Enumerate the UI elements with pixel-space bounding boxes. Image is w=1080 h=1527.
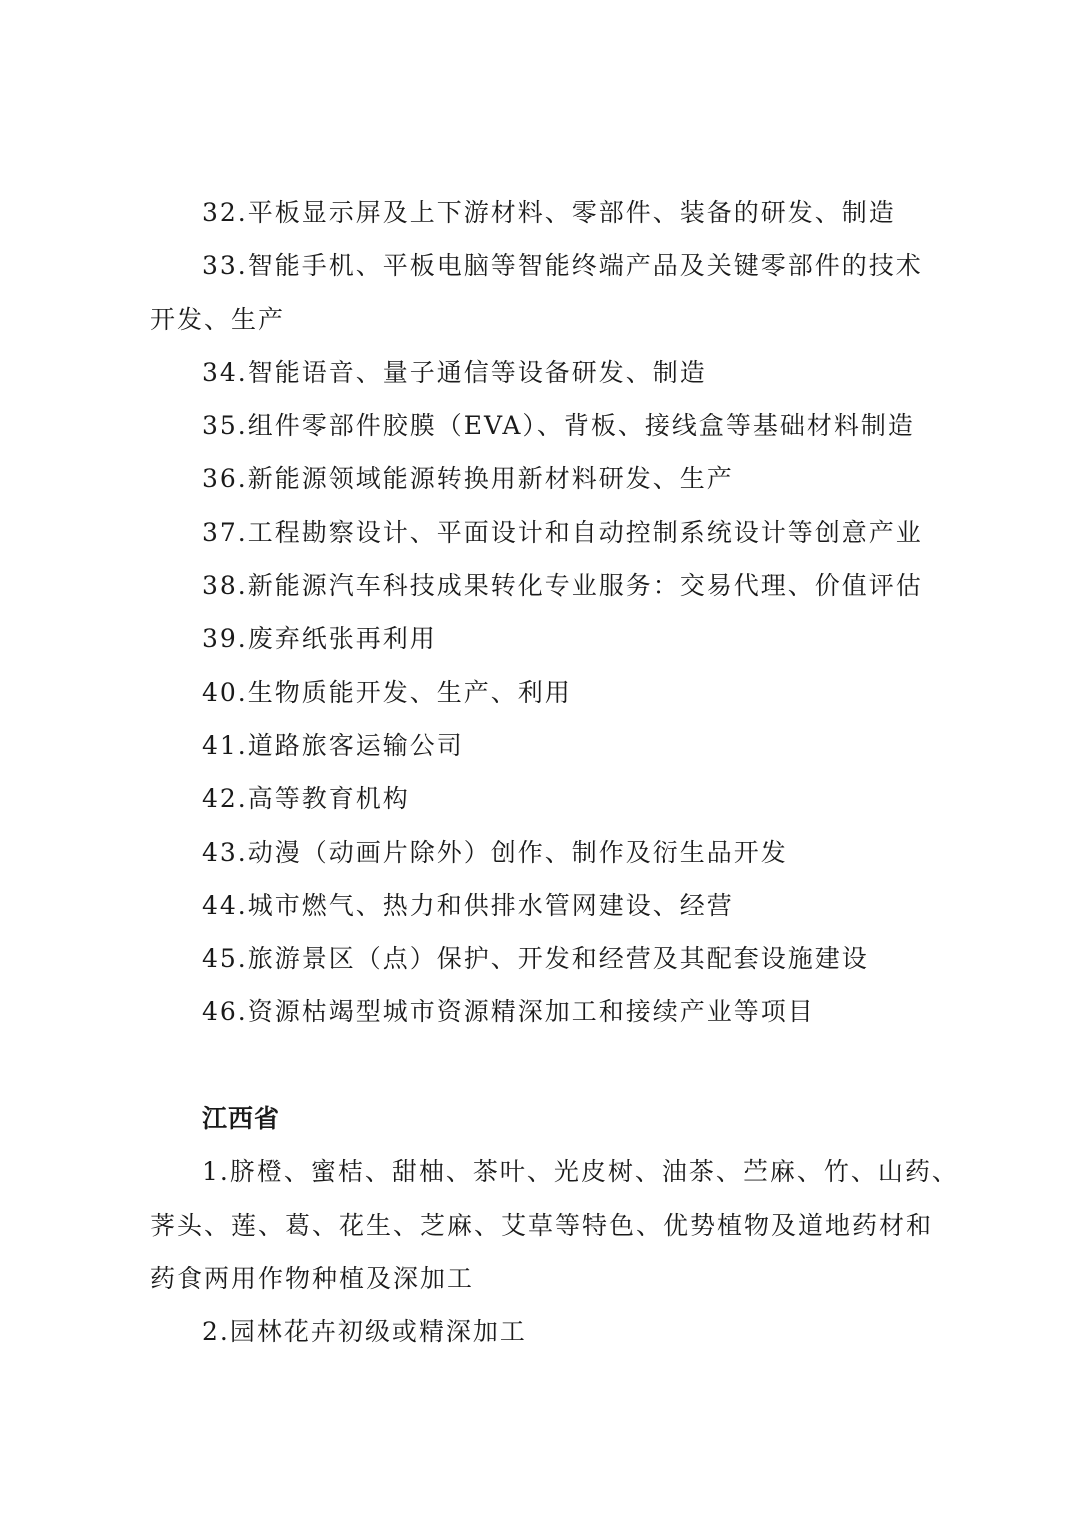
list-item-text: 36.新能源领域能源转换用新材料研发、生产 — [202, 464, 734, 494]
list-item-text: 37.工程勘察设计、平面设计和自动控制系统设计等创意产业 — [202, 517, 923, 547]
list-item-text: 34.智能语音、量子通信等设备研发、制造 — [202, 357, 707, 387]
list-item-46 — [150, 985, 940, 1038]
list-item-text: 39.废弃纸张再利用 — [202, 624, 437, 654]
list-item-text: 42.高等教育机构 — [202, 784, 410, 814]
list-item-37 — [150, 506, 940, 559]
list-item-text: 44.城市燃气、热力和供排水管网建设、经营 — [202, 890, 734, 920]
list-item-text: 46.资源枯竭型城市资源精深加工和接续产业等项目 — [202, 997, 815, 1027]
list-item-32 — [150, 186, 940, 239]
section-gap — [150, 1039, 940, 1092]
list-item-45 — [150, 932, 940, 985]
list-item-38 — [150, 559, 940, 612]
list-item-text: 40.生物质能开发、生产、利用 — [202, 677, 572, 707]
list-item-41 — [150, 719, 940, 772]
list-item-text: 32.平板显示屏及上下游材料、零部件、装备的研发、制造 — [202, 198, 896, 227]
list-item-continuation: 药食两用作物种植及深加工 — [150, 1263, 475, 1293]
list-item-text: 2.园林花卉初级或精深加工 — [202, 1317, 527, 1347]
section-item-2 — [150, 1305, 940, 1358]
list-item-text: 43.动漫（动画片除外）创作、制作及衍生品开发 — [202, 837, 788, 867]
list-item-continuation: 开发、生产 — [150, 304, 286, 334]
section-item-1 — [150, 1145, 959, 1305]
list-item-33 — [150, 239, 940, 346]
list-item-text: 45.旅游景区（点）保护、开发和经营及其配套设施建设 — [202, 944, 869, 974]
list-item-43 — [150, 826, 940, 879]
section-heading: 江西省 — [202, 1104, 281, 1134]
list-item-35 — [150, 399, 940, 452]
list-item-text: 1.脐橙、蜜桔、甜柚、茶叶、光皮树、油茶、苎麻、竹、山药、 — [202, 1157, 959, 1187]
list-item-34 — [150, 346, 940, 399]
list-item-39 — [150, 612, 940, 665]
list-item-text: 33.智能手机、平板电脑等智能终端产品及关键零部件的技术 — [202, 251, 923, 281]
list-item-text: 41.道路旅客运输公司 — [202, 730, 464, 760]
list-item-40 — [150, 666, 940, 719]
list-item-text: 35.组件零部件胶膜（EVA）、背板、接线盒等基础材料制造 — [202, 411, 915, 441]
list-item-continuation: 荠头、莲、葛、花生、芝麻、艾草等特色、优势植物及道地药材和 — [150, 1210, 934, 1240]
list-item-text: 38.新能源汽车科技成果转化专业服务：交易代理、价值评估 — [202, 571, 923, 601]
list-item-42 — [150, 772, 940, 825]
document-content — [150, 186, 959, 1359]
list-item-36 — [150, 452, 940, 505]
list-item-44 — [150, 879, 940, 932]
